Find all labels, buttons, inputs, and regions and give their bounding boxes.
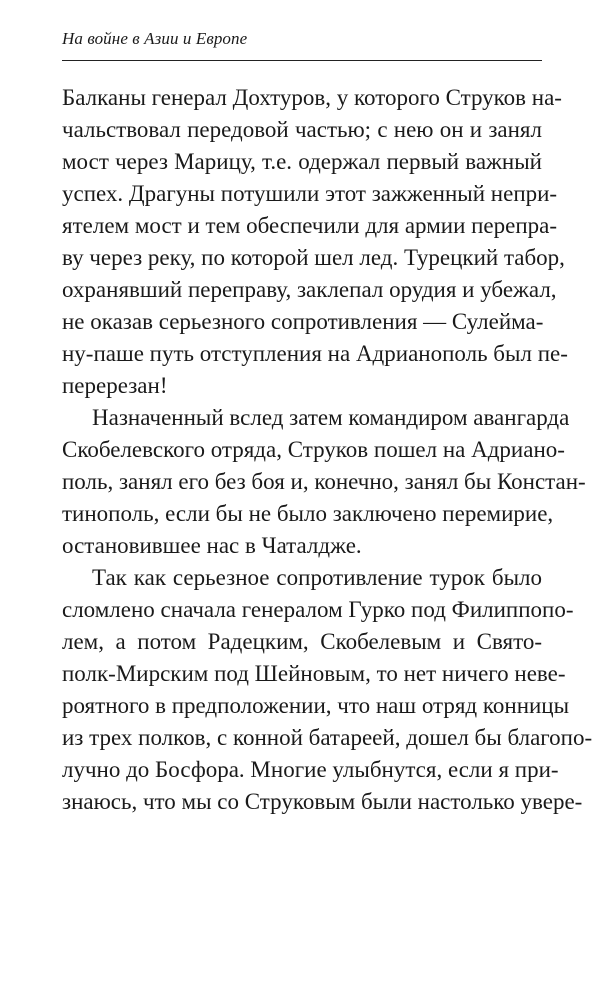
body-line: роятного в предположении, что наш отряд конницы <box>62 693 570 718</box>
body-line: сломлено сначала генералом Гурко под Филиппопо- <box>62 597 574 622</box>
body-line: мост через Марицу, т.е. одержал первый важный <box>62 149 542 174</box>
body-line: ву через реку, по которой шел лед. Турецкий табор, <box>62 245 565 270</box>
body-line: Так как серьезное сопротивление турок было <box>92 565 542 590</box>
body-line: остановившее нас в Чаталдже. <box>62 533 362 558</box>
body-line: чальствовал передовой частью; с нею он и занял <box>62 117 542 142</box>
body-line: охранявший переправу, заклепал орудия и убежал, <box>62 277 557 302</box>
running-head: На войне в Азии и Европе <box>62 29 248 48</box>
body-line: ятелем мост и тем обеспечили для армии перепра- <box>62 213 558 238</box>
body-line: лем, а потом Радецким, Скобелевым и Свято- <box>62 629 542 654</box>
body-line: из трех полков, с конной батареей, дошел бы благопо- <box>62 725 593 750</box>
body-line: Скобелевского отряда, Струков пошел на Адриано- <box>62 437 565 462</box>
body-line: перерезан! <box>62 373 168 398</box>
body-line: не оказав серьезного сопротивления — Сулейма- <box>62 309 544 334</box>
body-line: лучно до Босфора. Многие улыбнутся, если я при- <box>62 757 559 782</box>
body-line: тинополь, если бы не было заключено перемирие, <box>62 501 554 526</box>
body-line: полк-Мирским под Шейновым, то нет ничего неве- <box>62 661 566 686</box>
header-rule <box>62 60 542 61</box>
body-line: успех. Драгуны потушили этот зажженный непри- <box>62 181 558 206</box>
body-line: ну-паше путь отступления на Адрианополь был пе- <box>62 341 568 366</box>
body-line: Балканы генерал Дохтуров, у которого Струков на- <box>62 85 562 110</box>
body-line: Назначенный вслед затем командиром авангарда <box>92 405 570 430</box>
body-line: знаюсь, что мы со Струковым были настолько увере- <box>62 789 583 814</box>
body-line: поль, занял его без боя и, конечно, занял бы Констан- <box>62 469 586 494</box>
